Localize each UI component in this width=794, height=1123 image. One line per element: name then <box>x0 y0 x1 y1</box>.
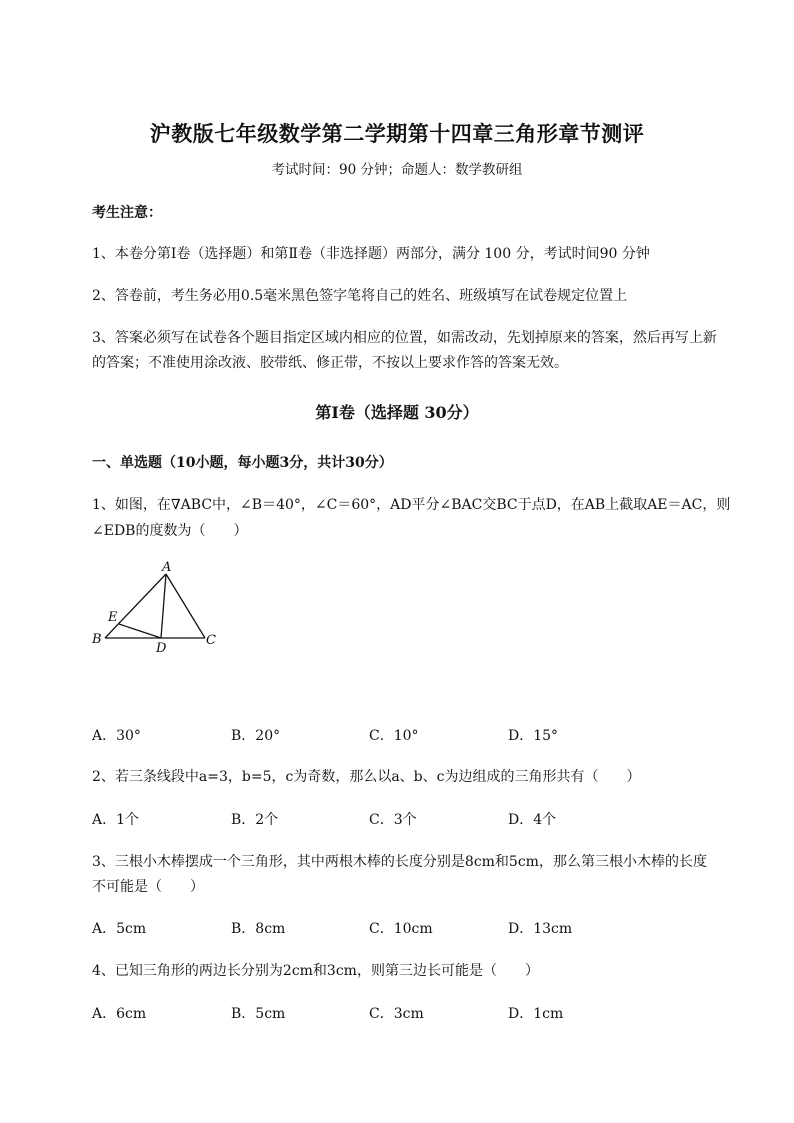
option-d[interactable]: D．13cm <box>508 921 573 937</box>
page-title: 沪教版七年级数学第二学期第十四章三角形章节测评 <box>149 121 645 146</box>
option-d[interactable]: D．4个 <box>508 812 557 828</box>
option-b[interactable]: B．8cm <box>231 921 286 937</box>
question-3-line-1: 3、三根小木棒摆成一个三角形，其中两根木棒的长度分别是8cm和5cm，那么第三根小木棒的长度 <box>92 854 707 870</box>
option-a[interactable]: A．30° <box>92 728 141 744</box>
label-d: D <box>156 641 167 656</box>
triangle-diagram <box>88 560 228 660</box>
option-a[interactable]: A．1个 <box>92 812 140 828</box>
notice-heading: 考生注意： <box>92 205 162 221</box>
notice-item-3-cont: 的答案；不准使用涂改液、胶带纸、修正带，不按以上要求作答的答案无效。 <box>92 355 568 371</box>
label-a: A <box>162 560 172 575</box>
segment-ad <box>161 574 166 638</box>
triangle-figure <box>88 560 228 660</box>
question-1-line-1: 1、如图，在∇ABC中，∠B＝40°，∠C＝60°，AD平分∠BAC交BC于点D，在AB上截取AE＝AC，则 <box>92 497 731 513</box>
notice-item-1: 1、本卷分第Ⅰ卷（选择题）和第Ⅱ卷（非选择题）两部分，满分 100 分，考试时间90 分钟 <box>92 246 650 262</box>
option-d[interactable]: D．15° <box>508 728 559 744</box>
question-3-line-2: 不可能是（ ） <box>92 879 204 895</box>
option-c[interactable]: C．10cm <box>369 921 433 937</box>
page-subtitle: 考试时间：90 分钟；命题人：数学教研组 <box>271 162 523 178</box>
option-a[interactable]: A．5cm <box>92 921 147 937</box>
question-4-options <box>92 1003 692 1023</box>
label-b: B <box>92 632 102 647</box>
option-a[interactable]: A．6cm <box>92 1006 147 1022</box>
notice-item-2: 2、答卷前，考生务必用0.5毫米黑色签字笔将自己的姓名、班级填写在试卷规定位置上 <box>92 288 628 304</box>
segment-ac <box>166 574 205 638</box>
question-1-line-2: ∠EDB的度数为（ ） <box>92 523 248 539</box>
label-e: E <box>108 610 118 625</box>
section-title: 第Ⅰ卷（选择题 30分） <box>315 403 479 422</box>
segment-ed <box>119 624 161 638</box>
question-2-options <box>92 809 692 829</box>
part-heading: 一、单选题（10小题，每小题3分，共计30分） <box>92 455 393 471</box>
option-b[interactable]: B．2个 <box>231 812 279 828</box>
question-2-line-1: 2、若三条线段中a=3，b=5，c为奇数，那么以a、b、c为边组成的三角形共有（ ） <box>92 769 641 785</box>
option-c[interactable]: C．10° <box>369 728 419 744</box>
option-d[interactable]: D．1cm <box>508 1006 564 1022</box>
option-c[interactable]: C．3个 <box>369 812 417 828</box>
option-c[interactable]: C．3cm <box>369 1006 424 1022</box>
notice-item-3: 3、答案必须写在试卷各个题目指定区域内相应的位置，如需改动，先划掉原来的答案，然后再写上新 <box>92 330 717 346</box>
question-1-options <box>92 725 692 745</box>
question-3-options <box>92 918 692 938</box>
option-b[interactable]: B．5cm <box>231 1006 286 1022</box>
question-4-line-1: 4、已知三角形的两边长分别为2cm和3cm，则第三边长可能是（ ） <box>92 963 539 979</box>
segment-ab <box>105 574 166 638</box>
label-c: C <box>206 633 216 648</box>
option-b[interactable]: B．20° <box>231 728 281 744</box>
